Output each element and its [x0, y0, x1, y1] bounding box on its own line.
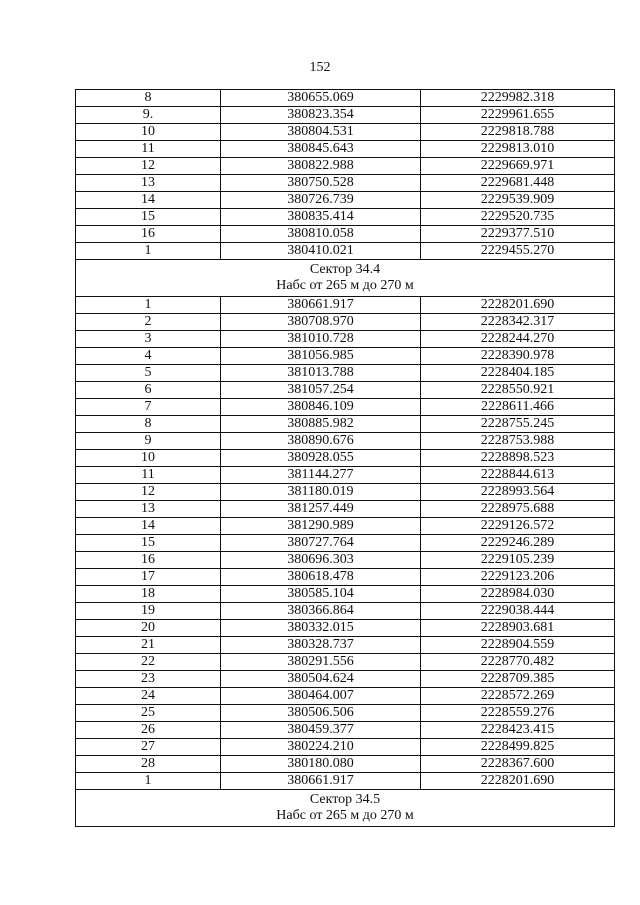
point-number-cell: 9. [76, 107, 221, 124]
table-row [76, 450, 615, 467]
sector-height-range: Набс от 265 м до 270 м [276, 278, 414, 293]
x-coordinate-cell: 380655.069 [221, 90, 421, 107]
x-coordinate-cell: 381290.989 [221, 518, 421, 535]
x-coordinate-cell: 381010.728 [221, 331, 421, 348]
x-coordinate-cell: 381180.019 [221, 484, 421, 501]
x-coordinate-cell: 380661.917 [221, 773, 421, 790]
x-coordinate-cell: 380804.531 [221, 124, 421, 141]
point-number-cell: 4 [76, 348, 221, 365]
table-row [76, 603, 615, 620]
point-number-cell: 13 [76, 175, 221, 192]
table-row [76, 705, 615, 722]
table-row [76, 552, 615, 569]
table-row [76, 722, 615, 739]
y-coordinate-cell: 2228770.482 [421, 654, 615, 671]
y-coordinate-cell: 2229455.270 [421, 243, 615, 260]
x-coordinate-cell: 380464.007 [221, 688, 421, 705]
point-number-cell: 8 [76, 416, 221, 433]
y-coordinate-cell: 2228753.988 [421, 433, 615, 450]
y-coordinate-cell: 2228611.466 [421, 399, 615, 416]
y-coordinate-cell: 2229105.239 [421, 552, 615, 569]
y-coordinate-cell: 2228201.690 [421, 297, 615, 314]
y-coordinate-cell: 2229982.318 [421, 90, 615, 107]
sector-header-cell [76, 260, 615, 297]
x-coordinate-cell: 380366.864 [221, 603, 421, 620]
coordinates-table [75, 89, 615, 827]
table-row [76, 620, 615, 637]
table-row [76, 243, 615, 260]
x-coordinate-cell: 380291.556 [221, 654, 421, 671]
sector-header-row [76, 260, 615, 297]
table-row [76, 107, 615, 124]
table-row [76, 654, 615, 671]
x-coordinate-cell: 380410.021 [221, 243, 421, 260]
table-row [76, 518, 615, 535]
y-coordinate-cell: 2229813.010 [421, 141, 615, 158]
x-coordinate-cell: 380696.303 [221, 552, 421, 569]
x-coordinate-cell: 380727.764 [221, 535, 421, 552]
y-coordinate-cell: 2228550.921 [421, 382, 615, 399]
x-coordinate-cell: 380504.624 [221, 671, 421, 688]
x-coordinate-cell: 380810.058 [221, 226, 421, 243]
x-coordinate-cell: 380224.210 [221, 739, 421, 756]
table-row [76, 124, 615, 141]
sector-header-cell [76, 790, 615, 827]
table-row [76, 433, 615, 450]
x-coordinate-cell: 380506.506 [221, 705, 421, 722]
y-coordinate-cell: 2229681.448 [421, 175, 615, 192]
y-coordinate-cell: 2229818.788 [421, 124, 615, 141]
table-row [76, 348, 615, 365]
table-row [76, 773, 615, 790]
sector-title: Сектор 34.4 [309, 262, 381, 277]
page-number: 152 [309, 60, 331, 75]
table-row [76, 399, 615, 416]
point-number-cell: 12 [76, 158, 221, 175]
point-number-cell: 20 [76, 620, 221, 637]
x-coordinate-cell: 380822.988 [221, 158, 421, 175]
y-coordinate-cell: 2228904.559 [421, 637, 615, 654]
point-number-cell: 16 [76, 552, 221, 569]
table-row [76, 141, 615, 158]
y-coordinate-cell: 2229669.971 [421, 158, 615, 175]
point-number-cell: 10 [76, 124, 221, 141]
point-number-cell: 12 [76, 484, 221, 501]
x-coordinate-cell: 380835.414 [221, 209, 421, 226]
point-number-cell: 3 [76, 331, 221, 348]
y-coordinate-cell: 2228903.681 [421, 620, 615, 637]
table-row [76, 365, 615, 382]
y-coordinate-cell: 2228342.317 [421, 314, 615, 331]
sector-header-row [76, 790, 615, 827]
point-number-cell: 26 [76, 722, 221, 739]
x-coordinate-cell: 380459.377 [221, 722, 421, 739]
y-coordinate-cell: 2229126.572 [421, 518, 615, 535]
table-row [76, 467, 615, 484]
x-coordinate-cell: 380823.354 [221, 107, 421, 124]
point-number-cell: 11 [76, 467, 221, 484]
point-number-cell: 23 [76, 671, 221, 688]
table-row [76, 158, 615, 175]
table-row [76, 586, 615, 603]
point-number-cell: 22 [76, 654, 221, 671]
point-number-cell: 5 [76, 365, 221, 382]
y-coordinate-cell: 2228244.270 [421, 331, 615, 348]
point-number-cell: 24 [76, 688, 221, 705]
point-number-cell: 18 [76, 586, 221, 603]
table-row [76, 739, 615, 756]
x-coordinate-cell: 380618.478 [221, 569, 421, 586]
table-row [76, 192, 615, 209]
point-number-cell: 21 [76, 637, 221, 654]
point-number-cell: 1 [76, 297, 221, 314]
point-number-cell: 10 [76, 450, 221, 467]
x-coordinate-cell: 380585.104 [221, 586, 421, 603]
x-coordinate-cell: 380846.109 [221, 399, 421, 416]
y-coordinate-cell: 2229246.289 [421, 535, 615, 552]
point-number-cell: 15 [76, 535, 221, 552]
y-coordinate-cell: 2229961.655 [421, 107, 615, 124]
point-number-cell: 6 [76, 382, 221, 399]
y-coordinate-cell: 2228559.276 [421, 705, 615, 722]
y-coordinate-cell: 2228755.245 [421, 416, 615, 433]
sector-height-range: Набс от 265 м до 270 м [276, 808, 414, 823]
y-coordinate-cell: 2228993.564 [421, 484, 615, 501]
y-coordinate-cell: 2229377.510 [421, 226, 615, 243]
point-number-cell: 27 [76, 739, 221, 756]
x-coordinate-cell: 381057.254 [221, 382, 421, 399]
point-number-cell: 1 [76, 773, 221, 790]
table-row [76, 688, 615, 705]
x-coordinate-cell: 380845.643 [221, 141, 421, 158]
y-coordinate-cell: 2228404.185 [421, 365, 615, 382]
table-row [76, 382, 615, 399]
table-row [76, 501, 615, 518]
table-row [76, 331, 615, 348]
point-number-cell: 1 [76, 243, 221, 260]
x-coordinate-cell: 380890.676 [221, 433, 421, 450]
x-coordinate-cell: 380332.015 [221, 620, 421, 637]
y-coordinate-cell: 2229123.206 [421, 569, 615, 586]
point-number-cell: 9 [76, 433, 221, 450]
x-coordinate-cell: 381056.985 [221, 348, 421, 365]
table-row [76, 226, 615, 243]
table-row [76, 484, 615, 501]
table-row [76, 569, 615, 586]
point-number-cell: 13 [76, 501, 221, 518]
y-coordinate-cell: 2229038.444 [421, 603, 615, 620]
x-coordinate-cell: 380708.970 [221, 314, 421, 331]
sector-title: Сектор 34.5 [309, 792, 381, 807]
x-coordinate-cell: 381144.277 [221, 467, 421, 484]
y-coordinate-cell: 2228423.415 [421, 722, 615, 739]
point-number-cell: 2 [76, 314, 221, 331]
point-number-cell: 28 [76, 756, 221, 773]
point-number-cell: 14 [76, 518, 221, 535]
x-coordinate-cell: 380750.528 [221, 175, 421, 192]
table-row [76, 209, 615, 226]
point-number-cell: 16 [76, 226, 221, 243]
x-coordinate-cell: 380885.982 [221, 416, 421, 433]
y-coordinate-cell: 2228709.385 [421, 671, 615, 688]
x-coordinate-cell: 380661.917 [221, 297, 421, 314]
x-coordinate-cell: 380328.737 [221, 637, 421, 654]
x-coordinate-cell: 380928.055 [221, 450, 421, 467]
point-number-cell: 25 [76, 705, 221, 722]
table-row [76, 416, 615, 433]
table-row [76, 535, 615, 552]
point-number-cell: 17 [76, 569, 221, 586]
point-number-cell: 7 [76, 399, 221, 416]
y-coordinate-cell: 2228572.269 [421, 688, 615, 705]
y-coordinate-cell: 2228201.690 [421, 773, 615, 790]
y-coordinate-cell: 2228984.030 [421, 586, 615, 603]
table-row [76, 671, 615, 688]
y-coordinate-cell: 2228499.825 [421, 739, 615, 756]
table-row [76, 297, 615, 314]
table-row [76, 175, 615, 192]
table-row [76, 637, 615, 654]
x-coordinate-cell: 380726.739 [221, 192, 421, 209]
y-coordinate-cell: 2229520.735 [421, 209, 615, 226]
y-coordinate-cell: 2228975.688 [421, 501, 615, 518]
point-number-cell: 19 [76, 603, 221, 620]
y-coordinate-cell: 2228390.978 [421, 348, 615, 365]
x-coordinate-cell: 381013.788 [221, 365, 421, 382]
table-row [76, 90, 615, 107]
point-number-cell: 8 [76, 90, 221, 107]
y-coordinate-cell: 2228844.613 [421, 467, 615, 484]
coordinates-table-body [76, 90, 615, 827]
y-coordinate-cell: 2228367.600 [421, 756, 615, 773]
table-row [76, 314, 615, 331]
x-coordinate-cell: 381257.449 [221, 501, 421, 518]
point-number-cell: 15 [76, 209, 221, 226]
y-coordinate-cell: 2229539.909 [421, 192, 615, 209]
y-coordinate-cell: 2228898.523 [421, 450, 615, 467]
x-coordinate-cell: 380180.080 [221, 756, 421, 773]
point-number-cell: 11 [76, 141, 221, 158]
table-row [76, 756, 615, 773]
point-number-cell: 14 [76, 192, 221, 209]
